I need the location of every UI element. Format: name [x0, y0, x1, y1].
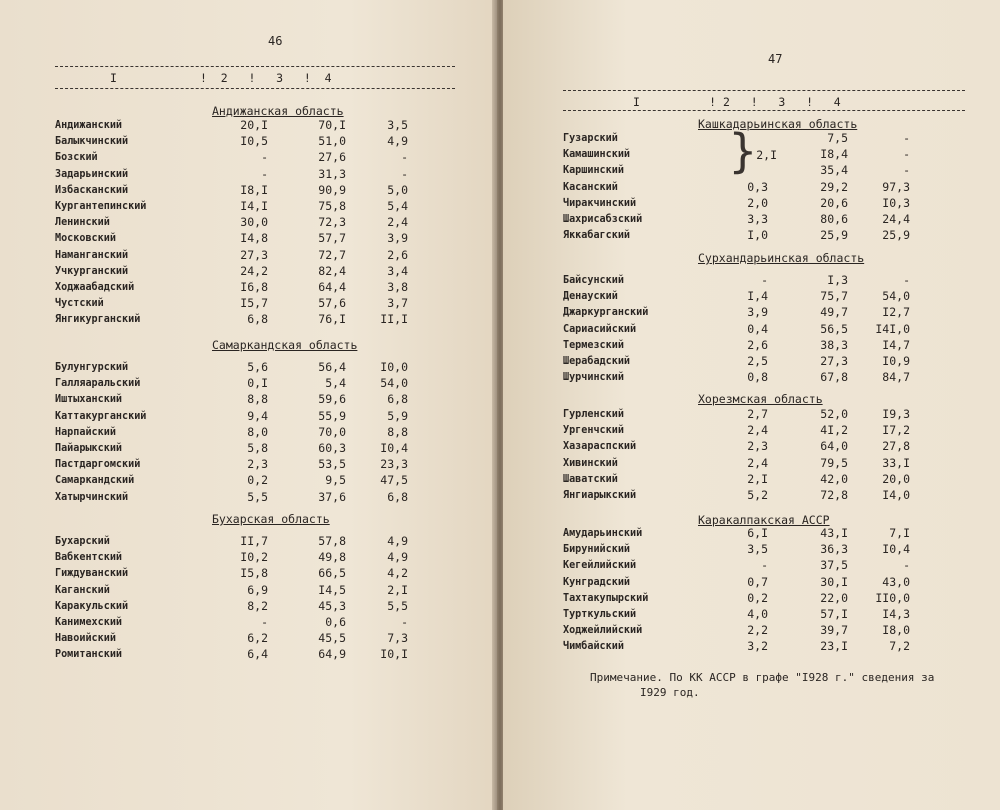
- district-name: Байсунский: [563, 273, 624, 286]
- value-col-2: 20,I: [240, 118, 268, 132]
- value-col-4: -: [903, 163, 910, 178]
- value-col-3: 20,6: [820, 195, 848, 210]
- footnote-line-1: Примечание. По КК АССР в графе "I928 г." сведения за: [590, 671, 935, 684]
- value-col-4: 4,9: [387, 134, 408, 149]
- value-col-4: 3,8: [387, 280, 408, 294]
- value-col-2: 0,3: [747, 179, 768, 194]
- header-rule-bottom: [563, 110, 965, 111]
- value-col-2: -: [261, 150, 268, 165]
- district-name: Бухарский: [55, 534, 110, 547]
- value-col-4: 3,9: [387, 231, 408, 246]
- value-col-2: I5,7: [240, 296, 268, 311]
- column-header: I ! 2 ! 3 ! 4: [110, 71, 332, 85]
- value-col-3: 75,7: [820, 289, 848, 304]
- value-col-4: -: [401, 150, 408, 165]
- value-col-2: 2,3: [747, 439, 768, 454]
- header-rule-top: [563, 90, 965, 91]
- value-col-4: -: [903, 147, 910, 162]
- value-col-3: I4,5: [318, 582, 346, 597]
- value-col-4: I4,7: [882, 337, 910, 352]
- header-rule-bottom: [55, 88, 455, 89]
- value-col-4: I4I,0: [875, 321, 910, 336]
- value-col-3: 35,4: [820, 163, 848, 178]
- district-name: Наманганский: [55, 247, 129, 261]
- value-col-2: 0,8: [747, 370, 768, 385]
- value-col-2: I4,I: [240, 199, 268, 213]
- value-col-3: 59,6: [318, 392, 346, 407]
- district-name: Касанский: [563, 179, 618, 193]
- value-col-3: 76,I: [318, 312, 346, 327]
- brace-value: 2,I: [756, 148, 777, 162]
- value-col-4: I4,3: [882, 607, 910, 621]
- value-col-3: 56,5: [820, 321, 848, 336]
- district-name: Каганский: [55, 582, 110, 596]
- value-col-2: 6,8: [247, 312, 268, 327]
- district-name: Тахтакупырский: [563, 590, 649, 604]
- value-col-2: 2,2: [747, 623, 768, 638]
- district-name: Ленинский: [55, 215, 110, 229]
- value-col-3: I8,4: [820, 147, 848, 162]
- value-col-2: 6,I: [747, 526, 768, 540]
- district-name: Каршинский: [563, 163, 624, 177]
- value-col-4: 3,5: [387, 118, 408, 132]
- value-col-3: 80,6: [820, 212, 848, 226]
- value-col-2: 2,4: [747, 455, 768, 470]
- value-col-3: 49,8: [318, 550, 346, 565]
- region-title: Каракалпакская АССР: [698, 513, 830, 527]
- district-name: Андижанский: [55, 118, 123, 131]
- district-name: Галляаральский: [55, 376, 141, 390]
- value-col-4: 6,8: [387, 489, 408, 504]
- value-col-3: 79,5: [820, 455, 848, 470]
- value-col-3: 49,7: [820, 305, 848, 320]
- district-name: Кунградский: [563, 574, 631, 588]
- value-col-2: 0,7: [747, 574, 768, 589]
- value-col-2: 2,3: [247, 457, 268, 472]
- value-col-3: 37,5: [820, 558, 848, 573]
- value-col-3: 57,6: [318, 296, 346, 311]
- district-name: Сариасийский: [563, 321, 637, 335]
- value-col-3: 9,5: [325, 473, 346, 488]
- value-col-3: 82,4: [318, 263, 346, 278]
- value-col-4: 3,4: [387, 263, 408, 278]
- value-col-2: 2,4: [747, 423, 768, 438]
- value-col-3: 25,9: [820, 228, 848, 243]
- value-col-3: 45,5: [318, 631, 346, 646]
- value-col-4: I0,4: [882, 542, 910, 557]
- value-col-4: 3,7: [387, 296, 408, 311]
- district-name: Самаркандский: [55, 473, 135, 487]
- value-col-4: I4,0: [882, 488, 910, 502]
- district-name: Бозский: [55, 150, 98, 164]
- value-col-3: 72,8: [820, 488, 848, 502]
- grouping-brace: }: [729, 124, 757, 178]
- value-col-2: I,4: [747, 289, 768, 304]
- district-name: Избасканский: [55, 182, 129, 196]
- value-col-2: 8,2: [247, 598, 268, 613]
- value-col-4: 4,9: [387, 534, 408, 548]
- district-name: Янгикурганский: [55, 312, 141, 326]
- footnote-line-2: I929 год.: [640, 686, 700, 699]
- district-name: Пастдаргомский: [55, 457, 141, 471]
- value-col-3: 42,0: [820, 471, 848, 486]
- value-col-2: 2,0: [747, 195, 768, 210]
- value-col-4: -: [903, 273, 910, 287]
- value-col-2: 9,4: [247, 408, 268, 423]
- value-col-4: 4,9: [387, 550, 408, 565]
- value-col-4: I0,3: [882, 195, 910, 210]
- district-name: Шахрисабзский: [563, 212, 643, 225]
- district-name: Бирунийский: [563, 542, 631, 556]
- value-col-4: -: [401, 615, 408, 629]
- value-col-4: -: [401, 166, 408, 181]
- value-col-4: 54,0: [380, 376, 408, 391]
- value-col-3: 31,3: [318, 166, 346, 181]
- value-col-2: I6,8: [240, 280, 268, 294]
- value-col-3: 67,8: [820, 370, 848, 385]
- value-col-2: 0,I: [247, 376, 268, 391]
- value-col-4: 8,8: [387, 424, 408, 439]
- value-col-3: 36,3: [820, 542, 848, 557]
- value-col-3: 72,3: [318, 215, 346, 230]
- district-name: Ходжаабадский: [55, 280, 135, 293]
- value-col-2: -: [761, 273, 768, 287]
- value-col-4: 23,3: [380, 457, 408, 472]
- value-col-3: 64,0: [820, 439, 848, 454]
- value-col-3: 23,I: [820, 639, 848, 654]
- value-col-3: 55,9: [318, 408, 346, 423]
- value-col-2: 8,0: [247, 424, 268, 439]
- value-col-3: 56,4: [318, 360, 346, 374]
- value-col-3: 66,5: [318, 566, 346, 581]
- district-name: Шурчинский: [563, 370, 624, 384]
- value-col-2: -: [261, 615, 268, 629]
- value-col-2: 0,4: [747, 321, 768, 336]
- left-page: [0, 0, 497, 810]
- value-col-4: 33,I: [882, 455, 910, 470]
- value-col-2: 27,3: [240, 247, 268, 262]
- value-col-4: 6,8: [387, 392, 408, 407]
- value-col-4: 97,3: [882, 179, 910, 194]
- district-name: Камашинский: [563, 147, 631, 161]
- value-col-4: 84,7: [882, 370, 910, 385]
- district-name: Кургантепинский: [55, 199, 147, 212]
- value-col-3: 70,0: [318, 424, 346, 439]
- value-col-4: 54,0: [882, 289, 910, 304]
- district-name: Яккабагский: [563, 228, 631, 242]
- value-col-3: 57,8: [318, 534, 346, 548]
- value-col-4: 7,3: [387, 631, 408, 646]
- district-name: Ходжейлийский: [563, 623, 643, 637]
- value-col-2: 30,0: [240, 215, 268, 230]
- value-col-2: 8,8: [247, 392, 268, 407]
- value-col-4: II0,0: [875, 590, 910, 605]
- value-col-4: 7,2: [889, 639, 910, 654]
- district-name: Хазараспский: [563, 439, 637, 453]
- district-name: Джаркурганский: [563, 305, 649, 319]
- value-col-3: 70,I: [318, 118, 346, 132]
- value-col-2: 6,2: [247, 631, 268, 646]
- district-name: Хивинский: [563, 455, 618, 469]
- value-col-2: 2,I: [747, 471, 768, 486]
- value-col-3: 7,5: [827, 131, 848, 145]
- value-col-4: 7,I: [889, 526, 910, 540]
- value-col-3: 64,4: [318, 280, 346, 294]
- value-col-3: 43,I: [820, 526, 848, 540]
- region-title: Хорезмская область: [698, 392, 823, 406]
- value-col-3: 57,7: [318, 231, 346, 246]
- value-col-3: 53,5: [318, 457, 346, 472]
- value-col-2: 5,2: [747, 488, 768, 502]
- district-name: Иштыханский: [55, 392, 123, 406]
- value-col-4: I8,0: [882, 623, 910, 638]
- header-rule-top: [55, 66, 455, 67]
- district-name: Шерабадский: [563, 354, 631, 367]
- district-name: Ромитанский: [55, 647, 123, 661]
- value-col-4: 47,5: [380, 473, 408, 488]
- value-col-3: 60,3: [318, 441, 346, 455]
- district-name: Каракульский: [55, 598, 129, 612]
- value-col-3: 75,8: [318, 199, 346, 213]
- district-name: Чиракчинский: [563, 195, 637, 209]
- value-col-2: 6,9: [247, 582, 268, 597]
- region-title: Самаркандская область: [212, 338, 358, 352]
- value-col-2: 3,9: [747, 305, 768, 320]
- value-col-2: 0,2: [747, 590, 768, 605]
- value-col-2: 2,7: [747, 407, 768, 421]
- district-name: Задарьинский: [55, 166, 129, 180]
- district-name: Канимехский: [55, 615, 123, 628]
- value-col-2: 6,4: [247, 647, 268, 662]
- value-col-2: -: [761, 558, 768, 573]
- value-col-2: I0,5: [240, 134, 268, 149]
- value-col-3: 38,3: [820, 337, 848, 352]
- right-page: [503, 0, 1000, 810]
- district-name: Кегейлийский: [563, 558, 637, 572]
- value-col-2: 3,3: [747, 212, 768, 226]
- value-col-4: I0,4: [380, 441, 408, 455]
- value-col-4: I0,0: [380, 360, 408, 374]
- district-name: Балыкчинский: [55, 134, 129, 148]
- value-col-4: -: [903, 131, 910, 145]
- value-col-2: 0,2: [247, 473, 268, 488]
- district-name: Денауский: [563, 289, 618, 303]
- value-col-3: I,3: [827, 273, 848, 287]
- value-col-3: 57,I: [820, 607, 848, 621]
- district-name: Пайарыкский: [55, 441, 123, 454]
- value-col-4: 20,0: [882, 471, 910, 486]
- district-name: Каттакурганский: [55, 408, 147, 422]
- region-title: Андижанская область: [212, 104, 344, 118]
- value-col-3: 4I,2: [820, 423, 848, 438]
- column-header: I ! 2 ! 3 ! 4: [633, 95, 841, 109]
- value-col-4: 27,8: [882, 439, 910, 454]
- value-col-4: 25,9: [882, 228, 910, 243]
- district-name: Нарпайский: [55, 424, 116, 438]
- region-title: Сурхандарьинская область: [698, 251, 865, 265]
- value-col-3: 64,9: [318, 647, 346, 662]
- value-col-2: 2,5: [747, 354, 768, 368]
- value-col-4: 5,0: [387, 182, 408, 197]
- district-name: Учкурганский: [55, 263, 129, 277]
- district-name: Ургенчский: [563, 423, 624, 437]
- value-col-2: I8,I: [240, 182, 268, 197]
- district-name: Шаватский: [563, 471, 618, 485]
- value-col-3: 22,0: [820, 590, 848, 605]
- value-col-3: 0,6: [325, 615, 346, 629]
- value-col-4: I2,7: [882, 305, 910, 320]
- value-col-3: 30,I: [820, 574, 848, 589]
- value-col-4: II,I: [380, 312, 408, 327]
- value-col-3: 39,7: [820, 623, 848, 638]
- value-col-2: 24,2: [240, 263, 268, 278]
- value-col-4: 5,4: [387, 199, 408, 213]
- value-col-4: 5,5: [387, 598, 408, 613]
- value-col-4: I0,9: [882, 354, 910, 368]
- value-col-4: 2,4: [387, 215, 408, 230]
- page-number: 46: [268, 34, 283, 48]
- value-col-3: 29,2: [820, 179, 848, 194]
- value-col-2: 3,5: [747, 542, 768, 557]
- value-col-2: -: [261, 166, 268, 181]
- district-name: Амударьинский: [563, 526, 643, 539]
- district-name: Навоийский: [55, 631, 116, 645]
- value-col-4: 4,2: [387, 566, 408, 581]
- value-col-3: 37,6: [318, 489, 346, 504]
- district-name: Булунгурский: [55, 360, 129, 373]
- page-number: 47: [768, 52, 783, 66]
- value-col-4: I7,2: [882, 423, 910, 438]
- value-col-3: 27,6: [318, 150, 346, 165]
- value-col-4: -: [903, 558, 910, 573]
- value-col-3: 52,0: [820, 407, 848, 421]
- value-col-2: I4,8: [240, 231, 268, 246]
- value-col-2: I5,8: [240, 566, 268, 581]
- district-name: Чимбайский: [563, 639, 624, 653]
- value-col-4: 5,9: [387, 408, 408, 423]
- district-name: Чустский: [55, 296, 104, 310]
- value-col-3: 90,9: [318, 182, 346, 197]
- value-col-4: 24,4: [882, 212, 910, 226]
- value-col-2: II,7: [240, 534, 268, 548]
- district-name: Гурленский: [563, 407, 624, 420]
- district-name: Янгиарыкский: [563, 488, 637, 501]
- value-col-2: 5,8: [247, 441, 268, 455]
- value-col-2: 5,5: [247, 489, 268, 504]
- value-col-2: 4,0: [747, 607, 768, 621]
- value-col-3: 5,4: [325, 376, 346, 391]
- district-name: Турткульский: [563, 607, 637, 620]
- region-title: Кашкадарьинская область: [698, 117, 858, 131]
- district-name: Гузарский: [563, 131, 618, 144]
- value-col-3: 72,7: [318, 247, 346, 262]
- district-name: Московский: [55, 231, 116, 245]
- value-col-2: I,0: [747, 228, 768, 243]
- district-name: Хатырчинский: [55, 489, 129, 503]
- value-col-2: I0,2: [240, 550, 268, 565]
- district-name: Гиждуванский: [55, 566, 129, 580]
- value-col-3: 27,3: [820, 354, 848, 368]
- value-col-2: 3,2: [747, 639, 768, 654]
- value-col-3: 51,0: [318, 134, 346, 149]
- value-col-2: 2,6: [747, 337, 768, 352]
- value-col-3: 45,3: [318, 598, 346, 613]
- value-col-4: I9,3: [882, 407, 910, 421]
- value-col-4: I0,I: [380, 647, 408, 662]
- value-col-4: 43,0: [882, 574, 910, 589]
- region-title: Бухарская область: [212, 512, 330, 526]
- district-name: Вабкентский: [55, 550, 123, 564]
- value-col-2: 5,6: [247, 360, 268, 374]
- district-name: Термезский: [563, 337, 624, 351]
- value-col-4: 2,6: [387, 247, 408, 262]
- value-col-4: 2,I: [387, 582, 408, 597]
